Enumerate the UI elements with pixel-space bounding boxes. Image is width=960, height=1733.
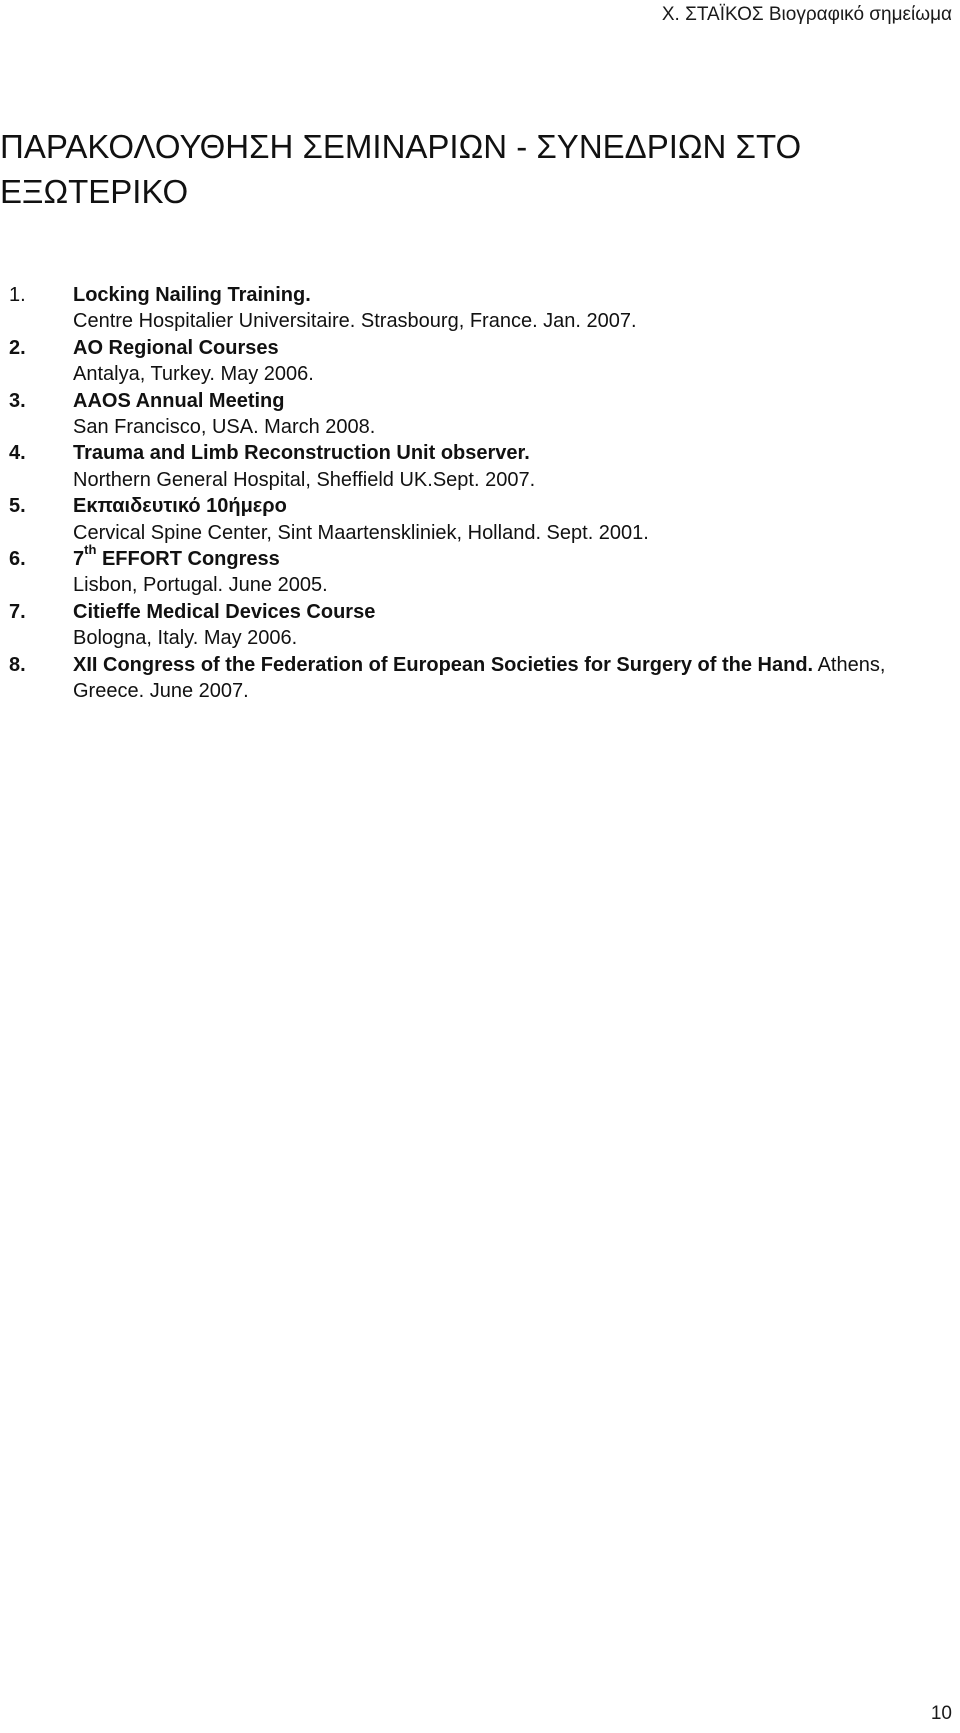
list-item — [0, 493, 950, 546]
item-details: Bologna, Italy. May 2006. — [73, 627, 298, 650]
item-title: Citieffe Medical Devices Course — [73, 600, 376, 623]
list-item — [0, 282, 950, 335]
list-item — [0, 388, 950, 441]
list-item — [0, 599, 950, 652]
running-header: Χ. ΣΤΑΪΚΟΣ Βιογραφικό σημείωμα — [661, 4, 952, 25]
list-item — [0, 652, 950, 705]
item-number: 2. — [9, 336, 26, 359]
item-title-rest: EFFORT Congress — [96, 548, 280, 571]
item-text — [73, 652, 950, 705]
item-title: Locking Nailing Training. — [73, 284, 311, 306]
item-number: 8. — [9, 653, 26, 676]
item-number: 5. — [9, 495, 26, 518]
item-details: San Francisco, USA. March 2008. — [73, 416, 376, 439]
item-title: Trauma and Limb Reconstruction Unit observer. — [73, 442, 530, 465]
seminar-list — [0, 282, 950, 705]
item-title-superscript: th — [84, 542, 97, 558]
item-details: Lisbon, Portugal. June 2005. — [73, 574, 328, 597]
page-number: 10 — [930, 1703, 952, 1724]
item-title: AO Regional Courses — [73, 336, 279, 359]
item-details: Athens, Greece. June 2007. — [73, 653, 886, 703]
item-title-ordinal: 7 — [73, 548, 85, 571]
item-number: 3. — [9, 389, 26, 412]
list-item — [0, 542, 950, 599]
item-title: Εκπαιδευτικό 10ήμερο — [73, 495, 287, 518]
item-number: 1. — [9, 284, 26, 306]
item-number: 7. — [9, 600, 26, 623]
item-details: Cervical Spine Center, Sint Maartenskliniek, Holland. Sept. 2001. — [73, 521, 649, 544]
item-title: AAOS Annual Meeting — [73, 389, 285, 412]
item-number: 4. — [9, 442, 26, 465]
list-item — [0, 440, 950, 493]
list-item — [0, 335, 950, 388]
item-title — [73, 542, 950, 572]
item-details: Antalya, Turkey. May 2006. — [73, 363, 314, 386]
page-title: ΠΑΡΑΚΟΛΟΥΘΗΣΗ ΣΕΜΙΝΑΡΙΩΝ - ΣΥΝΕΔΡΙΩΝ ΣΤΟ ΕΞΩΤΕΡΙΚΟ — [0, 128, 802, 210]
item-details: Centre Hospitalier Universitaire. Strasbourg, France. Jan. 2007. — [73, 310, 637, 333]
item-title: XII Congress of the Federation of European Societies for Surgery of the Hand. — [73, 653, 814, 676]
item-number: 6. — [9, 548, 26, 571]
item-details: Northern General Hospital, Sheffield UK.Sept. 2007. — [73, 468, 536, 491]
